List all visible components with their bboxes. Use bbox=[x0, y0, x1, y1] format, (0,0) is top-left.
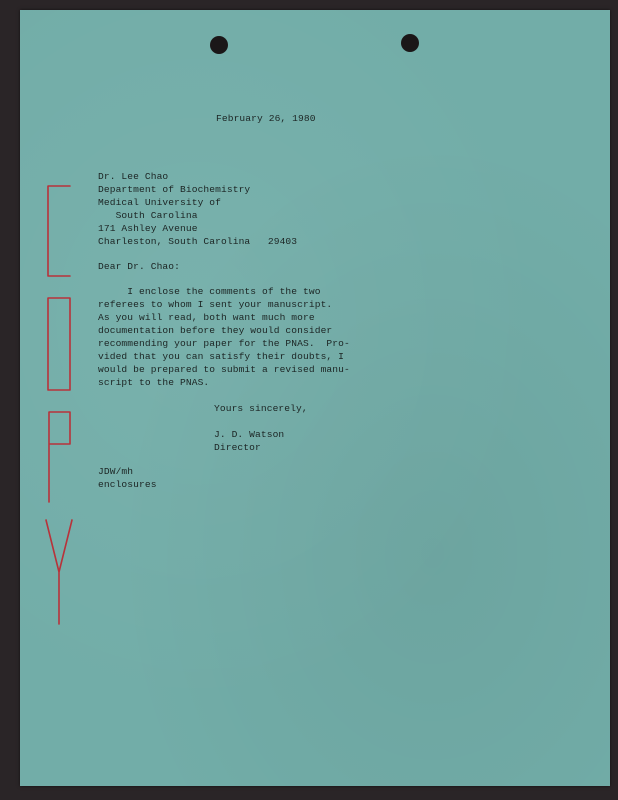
body-line: recommending your paper for the PNAS. Pro- bbox=[98, 338, 350, 349]
stamp-letter-o bbox=[48, 298, 70, 390]
address-line: 171 Ashley Avenue bbox=[98, 223, 198, 234]
body-line: referees to whom I sent your manuscript. bbox=[98, 299, 333, 310]
salutation: Dear Dr. Chao: bbox=[98, 261, 181, 272]
stamp-letter-c bbox=[48, 186, 70, 276]
stamp-letter-p bbox=[49, 412, 70, 502]
body-line: vided that you can satisfy their doubts, I bbox=[98, 351, 345, 362]
signature-title: Director bbox=[214, 442, 261, 453]
punch-hole-left bbox=[210, 36, 228, 54]
body-line: script to the PNAS. bbox=[98, 377, 210, 388]
address-line: South Carolina bbox=[98, 210, 198, 221]
body-line: documentation before they would consider bbox=[98, 325, 333, 336]
stamp-letter-y bbox=[46, 520, 72, 624]
reference-initials: JDW/mh bbox=[98, 466, 134, 477]
enclosures-note: enclosures bbox=[98, 479, 157, 490]
address-line: Dr. Lee Chao bbox=[98, 171, 169, 182]
copy-stamp bbox=[32, 176, 76, 632]
punch-hole-right bbox=[401, 34, 419, 52]
copy-stamp-graphic bbox=[32, 176, 76, 632]
body-line: As you will read, both want much more bbox=[98, 312, 315, 323]
body-line: would be prepared to submit a revised manu- bbox=[98, 364, 350, 375]
body-line: I enclose the comments of the two bbox=[98, 286, 321, 297]
address-line: Charleston, South Carolina 29403 bbox=[98, 236, 298, 247]
address-line: Medical University of bbox=[98, 197, 222, 208]
letter-page bbox=[20, 10, 610, 786]
address-line: Department of Biochemistry bbox=[98, 184, 251, 195]
closing: Yours sincerely, bbox=[214, 403, 308, 414]
signature-name: J. D. Watson bbox=[214, 429, 285, 440]
letter-date: February 26, 1980 bbox=[216, 113, 316, 124]
